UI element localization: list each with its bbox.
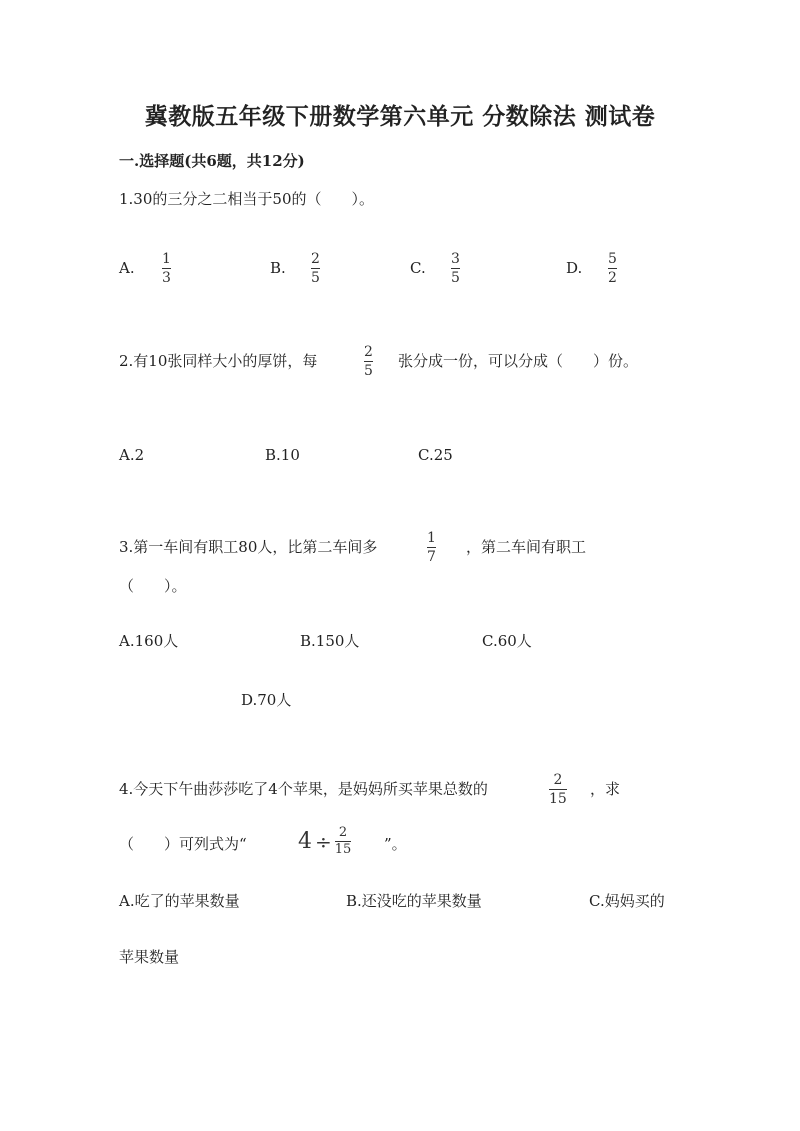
q3-option-a: A.160人 (119, 632, 179, 650)
question-4-stem-before: 4.今天下午曲莎莎吃了4个苹果，是妈妈所买苹果总数的 (119, 780, 488, 798)
numerator: 5 (608, 251, 617, 267)
question-3-stem-after: ，第二车间有职工 (466, 538, 587, 556)
q4-stem-fraction (549, 772, 567, 807)
fraction-bar (311, 268, 320, 269)
numerator: 3 (451, 251, 460, 267)
fraction-bar (162, 268, 171, 269)
expression-fraction (335, 826, 352, 857)
fraction-bar (549, 789, 567, 790)
q2-option-b: B.10 (265, 446, 300, 464)
question-4-line2-before: （ ）可列式为“ (119, 835, 247, 853)
q1-option-c-label: C. (410, 259, 426, 277)
fraction-bar (364, 361, 373, 362)
q1-option-d-fraction (608, 251, 617, 286)
q2-stem-fraction (364, 344, 373, 379)
numerator: 2 (553, 772, 563, 788)
numerator: 2 (338, 825, 348, 840)
denominator: 5 (364, 363, 373, 379)
q3-stem-fraction (427, 530, 436, 565)
q4-option-c: C.妈妈买的 (589, 892, 665, 910)
numerator: 1 (162, 251, 171, 267)
question-1-stem: 1.30的三分之二相当于50的（ ）。 (119, 190, 374, 208)
question-4-line2-after: ”。 (384, 835, 407, 853)
denominator: 3 (162, 270, 171, 286)
question-3-stem-line2: （ ）。 (119, 577, 187, 595)
denominator: 5 (451, 270, 460, 286)
q3-option-c: C.60人 (482, 632, 532, 650)
divide-sign: ÷ (315, 829, 332, 854)
question-3-stem-before: 3.第一车间有职工80人，比第二车间多 (119, 538, 378, 556)
numerator: 2 (364, 344, 373, 360)
numerator: 2 (311, 251, 320, 267)
fraction-bar (427, 547, 436, 548)
q3-option-b: B.150人 (300, 632, 360, 650)
q4-expression (298, 826, 351, 857)
q1-option-a-fraction (162, 251, 171, 286)
q1-option-c-fraction (451, 251, 460, 286)
question-2-stem-after: 张分成一份，可以分成（ ）份。 (398, 352, 639, 370)
denominator: 7 (427, 549, 436, 565)
q3-option-d: D.70人 (241, 691, 292, 709)
fraction-bar (451, 268, 460, 269)
section-heading: 一.选择题(共6题，共12分) (119, 152, 305, 170)
question-4-stem-after: ，求 (590, 780, 621, 798)
denominator: 5 (311, 270, 320, 286)
q4-option-b: B.还没吃的苹果数量 (346, 892, 482, 910)
numerator: 1 (427, 530, 436, 546)
q4-option-c-continued: 苹果数量 (119, 948, 180, 966)
q2-option-a: A.2 (119, 446, 145, 464)
denominator: 15 (549, 791, 567, 807)
q1-option-a-label: A. (119, 259, 135, 277)
q1-option-b-fraction (311, 251, 320, 286)
q2-option-c: C.25 (418, 446, 453, 464)
question-2-stem-before: 2.有10张同样大小的厚饼，每 (119, 352, 318, 370)
fraction-bar (608, 268, 617, 269)
page-title: 冀教版五年级下册数学第六单元 分数除法 测试卷 (144, 103, 656, 130)
q1-option-d-label: D. (566, 259, 583, 277)
denominator: 2 (608, 270, 617, 286)
q4-option-a: A.吃了的苹果数量 (119, 892, 240, 910)
q1-option-b-label: B. (270, 259, 286, 277)
expression-whole: 4 (298, 829, 312, 854)
denominator: 15 (334, 842, 352, 857)
